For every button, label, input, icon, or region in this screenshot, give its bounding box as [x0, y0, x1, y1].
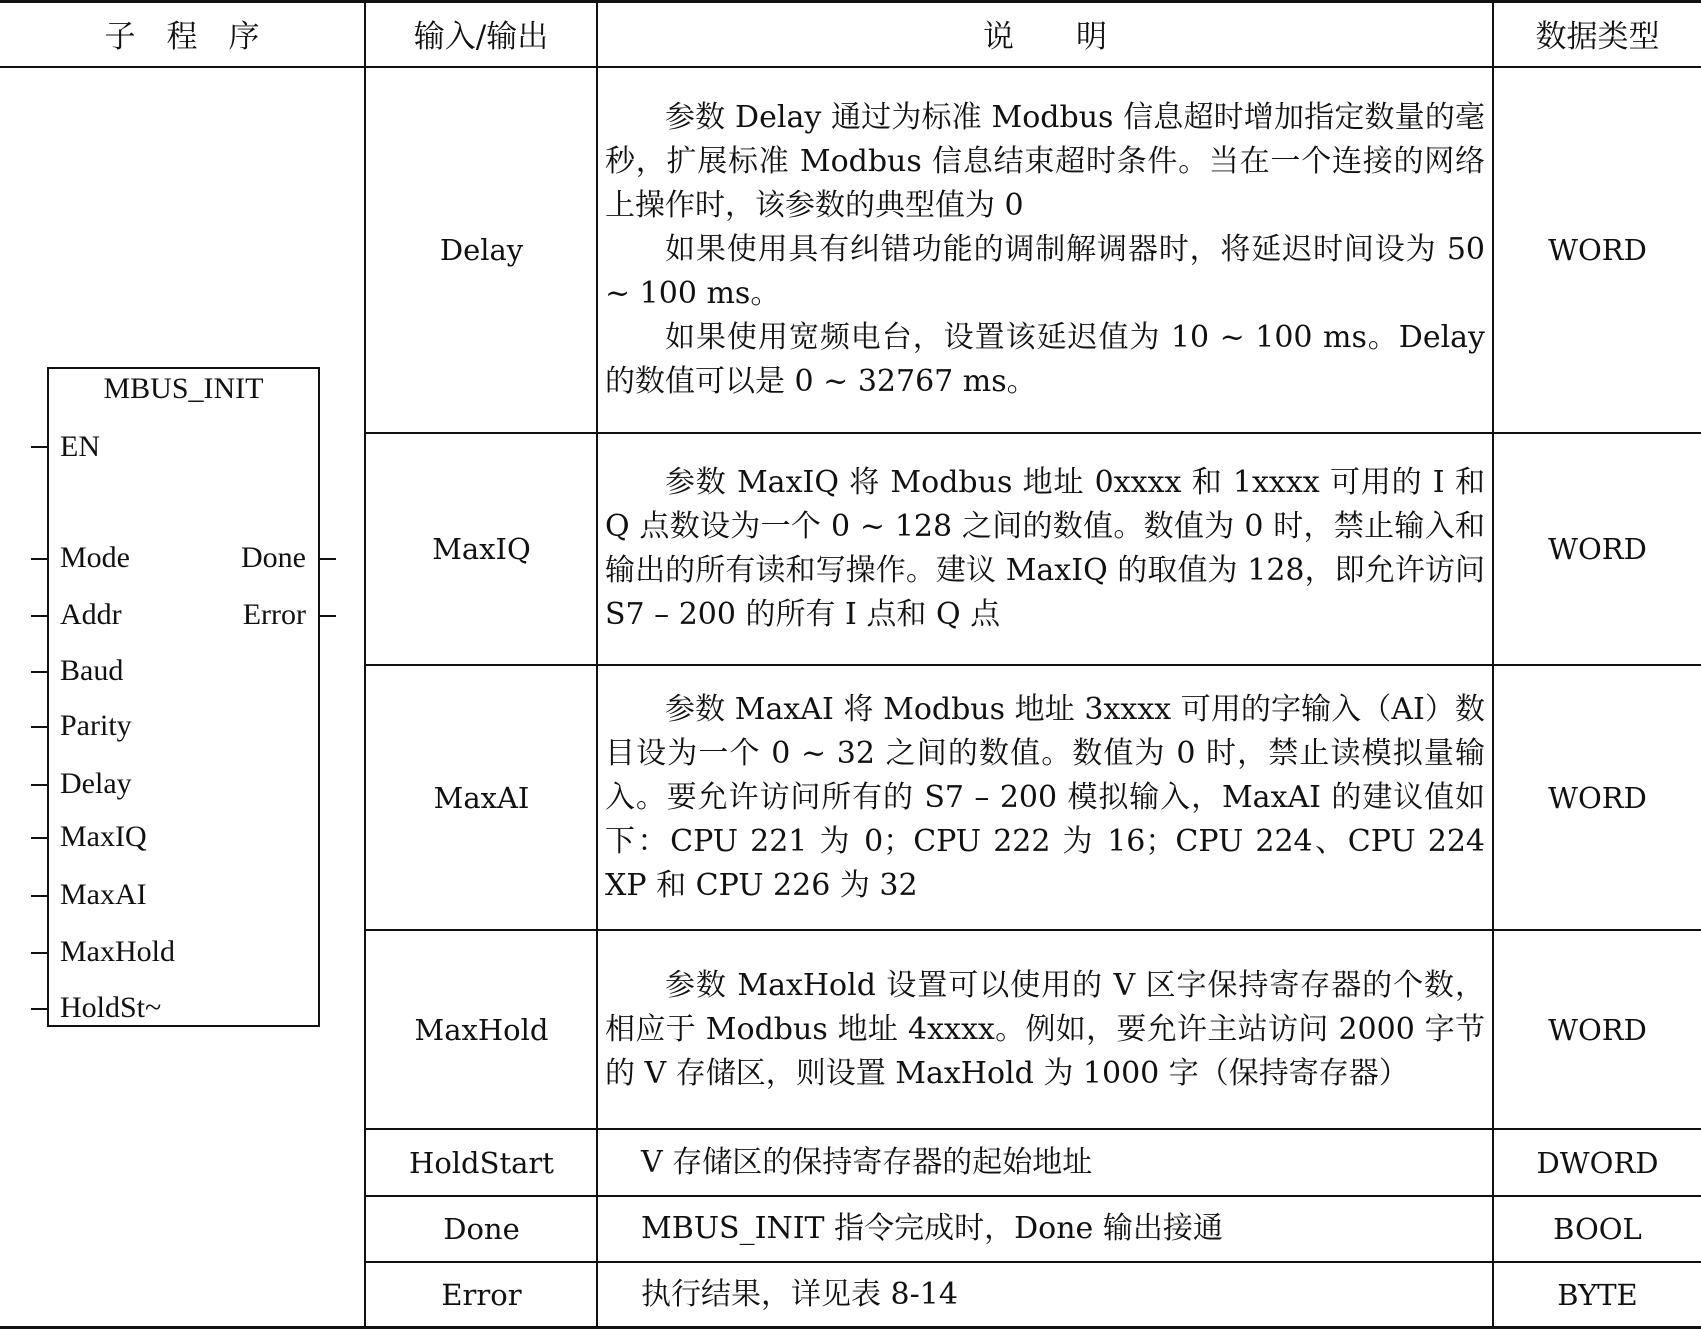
data-type-cell: DWORD [1536, 1145, 1659, 1180]
description-cell [605, 1263, 1485, 1326]
io-cell: MaxHold [414, 1012, 549, 1047]
pin-tick [31, 726, 47, 728]
io-cell: MaxIQ [432, 532, 531, 566]
pin-maxhold: MaxHold [60, 935, 175, 968]
pin-en: EN [60, 430, 100, 463]
io-cell: Done [443, 1212, 520, 1246]
pin-parity: Parity [60, 709, 132, 742]
pin-tick [31, 558, 47, 560]
block-title: MBUS_INIT [103, 372, 264, 405]
description-cell [605, 1130, 1485, 1195]
pin-addr: Addr [60, 598, 122, 631]
pin-holdstart: HoldSt~ [60, 991, 162, 1024]
description-paragraph: V 存储区的保持寄存器的起始地址 [641, 1144, 1093, 1180]
io-cell: MaxAI [433, 780, 530, 815]
description-paragraph: 执行结果，详见表 8-14 [641, 1276, 958, 1312]
data-type-cell: WORD [1548, 532, 1647, 566]
data-type-cell: BYTE [1557, 1277, 1638, 1312]
pin-error: Error [242, 598, 306, 631]
pin-tick [320, 558, 336, 560]
pin-tick [31, 615, 47, 617]
pin-tick [31, 952, 47, 954]
header-description: 说 明 [983, 18, 1107, 55]
description-cell [605, 666, 1485, 929]
data-type-cell: WORD [1548, 780, 1647, 815]
description-paragraph: MBUS_INIT 指令完成时，Done 输出接通 [641, 1211, 1223, 1246]
pin-done: Done [241, 541, 306, 574]
pin-delay: Delay [60, 767, 132, 800]
description-paragraph: 参数 MaxHold 设置可以使用的 V 区字保持寄存器的个数，相应于 Modbus 地址 4xxxx。例如，要允许主站访问 2000 字节的 V 存储区，则设置 MaxHold 为 1000 字（保持寄存器） [605, 967, 1485, 1091]
pin-mode: Mode [60, 541, 130, 574]
header-io: 输入/输出 [413, 18, 549, 55]
description-cell [605, 68, 1485, 432]
data-type-cell: BOOL [1553, 1212, 1642, 1246]
pin-maxai: MaxAI [60, 878, 147, 911]
description-cell [605, 931, 1485, 1128]
description-paragraph: 参数 MaxIQ 将 Modbus 地址 0xxxx 和 1xxxx 可用的 I 和 Q 点数设为一个 0 ~ 128 之间的数值。数值为 0 时，禁止输入和输出的所有读和写操作。建议 MaxIQ 的取值为 128，即允许访问 S7 – 200 的所有 I 点和 Q 点 [605, 465, 1485, 632]
pin-tick [31, 784, 47, 786]
data-type-cell: WORD [1548, 1012, 1647, 1047]
data-type-cell: WORD [1548, 233, 1647, 267]
pin-tick [31, 671, 47, 673]
pin-baud: Baud [60, 654, 124, 687]
pin-maxiq: MaxIQ [60, 820, 147, 853]
pin-tick [31, 446, 47, 448]
header-subroutine: 子 程 序 [104, 18, 260, 55]
description-paragraph: 如果使用宽频电台，设置该延迟值为 10 ~ 100 ms。Delay 的数值可以是 0 ~ 32767 ms。 [605, 320, 1485, 399]
header-data-type: 数据类型 [1535, 18, 1660, 55]
description-paragraph: 参数 Delay 通过为标准 Modbus 信息超时增加指定数量的毫秒，扩展标准 Modbus 信息结束超时条件。当在一个连接的网络上操作时，该参数的典型值为 0 [605, 100, 1485, 223]
mbus-init-block [47, 367, 320, 1027]
pin-tick [31, 895, 47, 897]
pin-tick [320, 615, 336, 617]
description-cell [605, 434, 1485, 664]
io-cell: Delay [439, 233, 524, 267]
description-paragraph: 如果使用具有纠错功能的调制解调器时，将延迟时间设为 50 ~ 100 ms。 [605, 232, 1485, 311]
description-cell [605, 1197, 1485, 1261]
io-cell: Error [441, 1277, 522, 1312]
pin-tick [31, 1008, 47, 1010]
io-cell: HoldStart [409, 1145, 554, 1180]
pin-tick [31, 837, 47, 839]
description-paragraph: 参数 MaxAI 将 Modbus 地址 3xxxx 可用的字输入（AI）数目设为一个 0 ~ 32 之间的数值。数值为 0 时，禁止读模拟量输入。要允许访问所有的 S7 – 200 模拟输入，MaxAI 的建议值如下：CPU 221 为 0；CPU 222 为 16；CPU 224、CPU 224 XP 和 CPU 226 为 32 [605, 691, 1485, 903]
